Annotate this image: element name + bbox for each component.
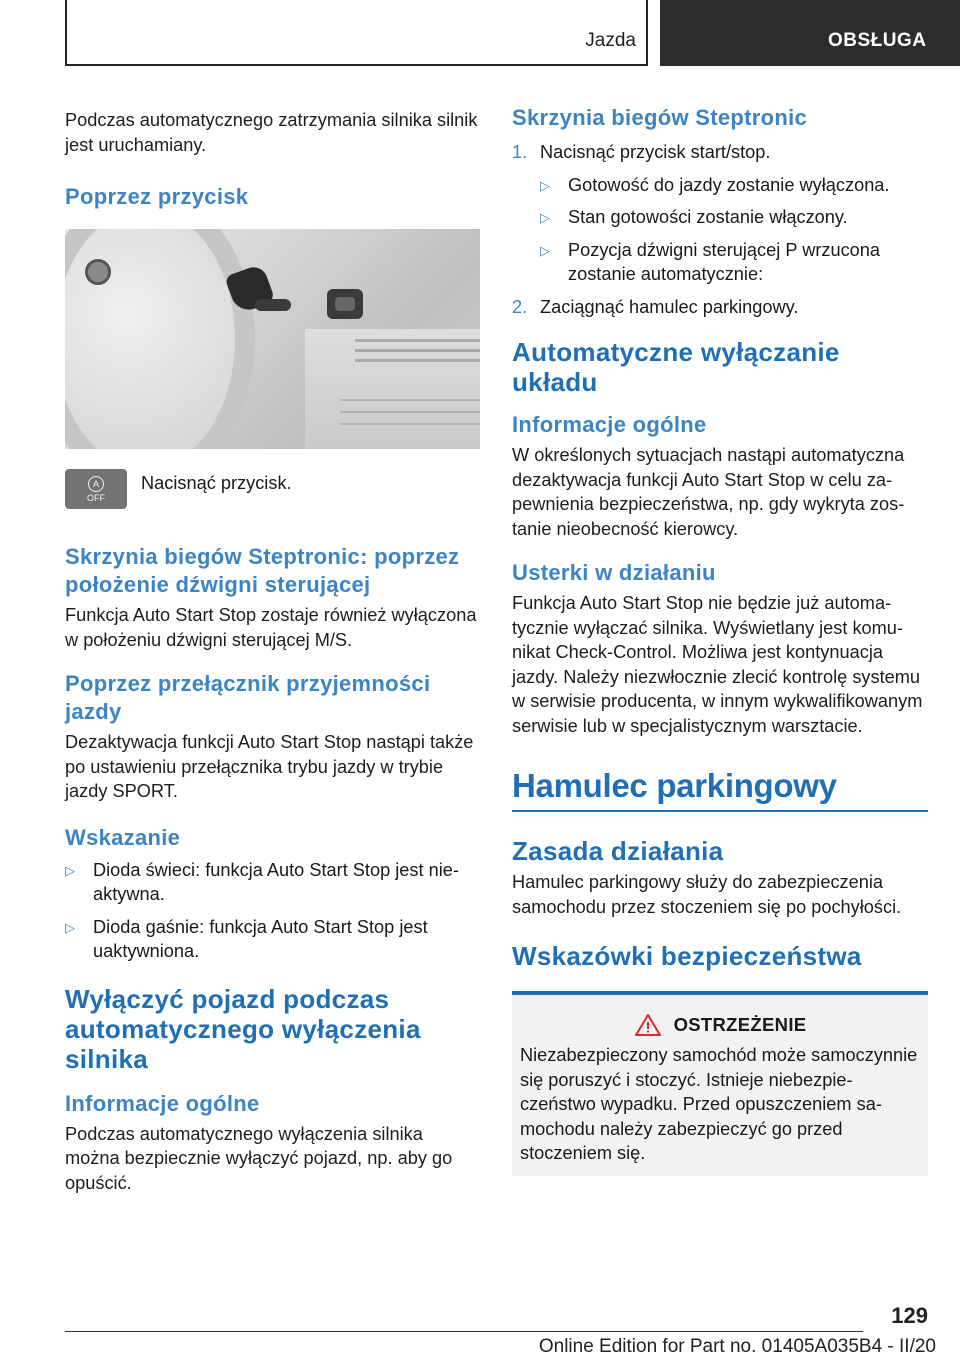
auto-start-stop-button <box>327 289 363 319</box>
warning-header <box>520 1013 920 1037</box>
vent-slat <box>355 359 480 362</box>
intro-paragraph: Podczas automatycznego zatrzymania silnika silnik jest uruchamiany. <box>65 110 478 155</box>
heading-safety: Wskazówki bezpieczeństwa <box>512 941 862 971</box>
triangle-bullet-icon: ▷ <box>65 862 75 878</box>
vent-slat <box>355 339 480 342</box>
vent-slat <box>355 349 480 352</box>
heading-general-info-right: Informacje ogólne <box>512 412 707 437</box>
warning-triangle-icon <box>634 1013 662 1037</box>
press-button-row <box>65 469 480 509</box>
heading-driving-switch: Poprzez przełącznik przyjemności jazdy <box>65 671 431 724</box>
heading-malfunction: Usterki w działaniu <box>512 560 716 585</box>
list-item <box>540 205 928 230</box>
step-text: Zaciągnąć hamulec parkingowy. <box>540 296 799 317</box>
triangle-bullet-icon: ▷ <box>65 919 75 935</box>
heading-indicator: Wskazanie <box>65 824 181 850</box>
warning-text: Niezabezpieczony samochód może samoczynnie się poruszyć i stoczyć. Istnieje niebezpieczeństwo wypadku. Przed opuszczeniem samochodu należy zabezpieczyć go przed stoczeniem się. <box>520 1045 918 1163</box>
cockpit-photo <box>65 229 480 449</box>
right-column <box>512 100 928 1176</box>
general-paragraph: Podczas automatycznego wyłączenia silnika można bezpiecznie wyłączyć pojazd, np. aby go opuścić. <box>65 1123 453 1193</box>
lever-stalk <box>255 299 291 311</box>
off-label: OFF <box>87 492 105 503</box>
steptronic-paragraph: Funkcja Auto Start Stop zostaje również wyłączona w położeniu dźwigni sterującej M/S. <box>65 605 477 650</box>
list-item-text: Gotowość do jazdy zostanie wyłączona. <box>568 174 890 195</box>
brand-logo <box>85 259 111 285</box>
step-item <box>512 140 928 287</box>
page-number: 129 <box>891 1303 928 1328</box>
list-item-text: Pozycja dźwigni sterującej P wrzucona zostanie automatycznie: <box>568 239 881 284</box>
list-item <box>65 915 480 964</box>
header-right-rule <box>646 0 648 66</box>
header-section-title: Jazda <box>585 30 636 51</box>
chapter-heading-parking-brake: Hamulec parkingowy <box>512 766 928 812</box>
general-paragraph-right: W określonych sytuacjach nastąpi automatyczna dezaktywacja funkcji Auto Start Stop w celu zapewnienia bezpieczeństwa, np. gdy wykryta zostanie nieobecność kierowcy. <box>512 445 905 539</box>
list-item-text: Stan gotowości zostanie włączony. <box>568 207 848 227</box>
console-slot <box>340 411 480 413</box>
indicator-list <box>65 858 480 964</box>
triangle-bullet-icon: ▷ <box>540 177 550 193</box>
warning-box <box>512 991 928 1176</box>
triangle-bullet-icon: ▷ <box>540 242 550 258</box>
press-button-text: Nacisnąć przycisk. <box>141 473 292 493</box>
triangle-bullet-icon: ▷ <box>540 210 550 225</box>
malfunction-paragraph: Funkcja Auto Start Stop nie będzie już automatycznie wyłączać silnika. Wyświetlany jest komunikat Check-Control. Możliwa jest kontynuacja jazdy. Należy niezwłocznie zlecić kontrolę systemu w serwisie producenta, w innym wykwalifikowanym serwisie lub w specjalistycznym warsztacie. <box>512 593 923 736</box>
heading-general-info: Informacje ogólne <box>65 1090 260 1116</box>
header-chapter-tab <box>660 0 960 66</box>
steps-list <box>512 140 928 319</box>
auto-start-stop-off-icon <box>65 469 127 509</box>
heading-steptronic: Skrzynia biegów Steptronic <box>512 105 808 130</box>
chapter-label: OBSŁUGA <box>828 30 927 51</box>
driving-switch-paragraph: Dezaktywacja funkcji Auto Start Stop nastąpi także po ustawieniu przełącznika trybu jazdy w trybie jazdy SPORT. <box>65 732 474 801</box>
console-slot <box>340 423 480 425</box>
footer-edition: Online Edition for Part no. 01405A035B4 - II/20 <box>538 1336 936 1357</box>
heading-steptronic-lever: Skrzynia biegów Steptronic: poprzez położenie dźwigni sterującej <box>65 544 460 597</box>
list-item-text: Dioda gaśnie: funkcja Auto Start Stop jest uaktywniona. <box>93 916 428 961</box>
list-item <box>540 173 928 198</box>
step-item <box>512 295 928 320</box>
list-item <box>540 238 928 287</box>
heading-switch-off-vehicle: Wyłączyć pojazd podczas automatycznego wyłączenia silnika <box>65 983 421 1074</box>
auto-letter: A <box>88 476 104 492</box>
list-item <box>65 858 480 907</box>
header-rule <box>65 64 648 66</box>
step-number: 1. <box>512 142 528 162</box>
footer-rule <box>65 1331 863 1332</box>
left-column <box>65 100 480 1195</box>
step-sublist <box>540 173 928 287</box>
dashboard <box>305 329 480 449</box>
principle-paragraph: Hamulec parkingowy służy do zabezpieczenia samochodu przez stoczeniem się po pochyłości. <box>512 872 902 917</box>
console-slot <box>340 399 480 401</box>
heading-auto-deactivation: Automatyczne wyłączanie układu <box>512 337 840 397</box>
step-number: 2. <box>512 296 528 317</box>
list-item-text: Dioda świeci: funkcja Auto Start Stop jest nieaktywna. <box>93 859 459 904</box>
heading-principle: Zasada działania <box>512 836 724 866</box>
header-left-rule <box>65 0 67 66</box>
warning-title: OSTRZEŻENIE <box>673 1014 807 1035</box>
heading-via-button: Poprzez przycisk <box>65 184 249 209</box>
step-text: Nacisnąć przycisk start/stop. <box>540 142 771 162</box>
